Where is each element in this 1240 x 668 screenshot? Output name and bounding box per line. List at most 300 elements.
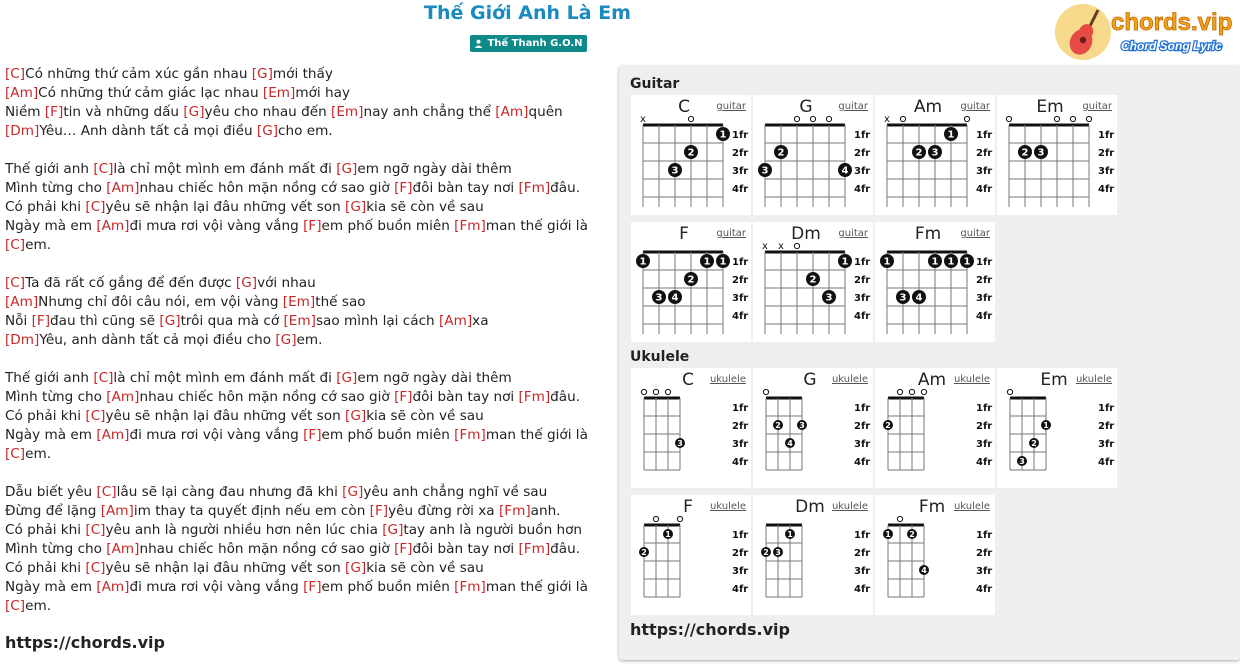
chord-marker[interactable]: [Am] — [106, 541, 140, 557]
guitar-link[interactable]: guitar — [960, 101, 990, 112]
chord-name: G — [803, 370, 817, 390]
chord-marker[interactable]: [Fm] — [518, 541, 551, 557]
chord-marker[interactable]: [G] — [345, 199, 367, 215]
lyric-text: Có phải khi — [5, 560, 86, 576]
lyric-text: tay anh là người buồn hơn — [403, 522, 583, 538]
finger-number: 1 — [665, 529, 671, 539]
fret-label: 1fr — [732, 130, 749, 141]
ukulele-link[interactable]: ukulele — [709, 501, 746, 512]
finger-number: 1 — [931, 256, 939, 268]
chord-name: Dm — [795, 497, 825, 517]
fret-label: 3fr — [732, 293, 749, 304]
lyric-line — [5, 255, 605, 274]
fret-label: 1fr — [1098, 130, 1115, 141]
lyric-line — [5, 122, 605, 141]
lyric-text: Niềm — [5, 104, 45, 120]
fret-label: 4fr — [976, 457, 993, 468]
open-string-marker — [897, 516, 902, 521]
guitar-section-label: Guitar — [630, 76, 680, 92]
open-string-marker — [921, 389, 926, 394]
chord-marker[interactable]: [C] — [85, 199, 106, 215]
open-string-marker — [897, 389, 902, 394]
chord-marker[interactable]: [C] — [5, 446, 26, 462]
chord-diagram — [753, 495, 873, 615]
finger-number: 1 — [963, 256, 971, 268]
lyric-text: thế sao — [315, 294, 366, 310]
lyric-text: nhau chiếc hôn mặn nồng cớ sao giờ — [139, 541, 395, 557]
muted-string-marker: x — [778, 241, 784, 252]
chord-marker[interactable]: [Am] — [439, 313, 473, 329]
chord-name: F — [683, 497, 693, 517]
fret-label: 4fr — [732, 311, 749, 322]
ukulele-chord-card[interactable] — [997, 368, 1117, 488]
finger-number: 2 — [1021, 147, 1029, 159]
lyric-line — [5, 483, 605, 502]
finger-number: 4 — [921, 565, 927, 575]
lyric-text: đi mưa rơi vội vàng vắng — [129, 427, 304, 443]
ukulele-link[interactable]: ukulele — [953, 374, 990, 385]
finger-number: 3 — [761, 165, 769, 177]
lyric-text: Mình từng cho — [5, 541, 107, 557]
lyric-text: Dẫu biết yêu — [5, 484, 97, 500]
lyric-text: Có phải khi — [5, 199, 86, 215]
lyric-text: Có những thứ cảm xúc gần nhau — [25, 66, 252, 82]
lyric-text: là chỉ một mình em đánh mất đi — [113, 161, 337, 177]
user-icon — [474, 39, 483, 48]
chord-marker[interactable]: [Em] — [283, 313, 316, 329]
open-string-marker — [1070, 116, 1075, 121]
lyric-line — [5, 521, 605, 540]
lyric-text: đôi bàn tay nơi — [412, 541, 519, 557]
ukulele-chord-card[interactable] — [753, 368, 873, 488]
guitar-link[interactable]: guitar — [838, 101, 868, 112]
finger-number: 3 — [799, 420, 805, 430]
open-string-marker — [653, 516, 658, 521]
muted-string-marker: x — [762, 241, 768, 252]
lyric-line — [5, 445, 605, 464]
ukulele-link[interactable]: ukulele — [709, 374, 746, 385]
fret-label: 3fr — [732, 439, 749, 450]
finger-number: 2 — [885, 420, 891, 430]
chord-diagram — [753, 222, 873, 342]
chord-marker[interactable]: [Fm] — [518, 180, 551, 196]
chord-marker[interactable]: [G] — [345, 408, 367, 424]
song-title: Thế Giới Anh Là Em — [424, 2, 631, 24]
lyric-text: Nỗi — [5, 313, 32, 329]
fret-label: 1fr — [732, 257, 749, 268]
logo-tagline: Chord Song Lyric — [1121, 39, 1222, 53]
fret-label: 3fr — [854, 166, 871, 177]
chord-diagram — [997, 95, 1117, 215]
finger-number: 4 — [671, 292, 679, 304]
chord-name: Am — [917, 370, 947, 390]
chord-name: F — [679, 224, 689, 244]
lyric-line — [5, 274, 605, 293]
lyric-text: Ngày mà em — [5, 427, 97, 443]
lyric-line — [5, 426, 605, 445]
open-string-marker — [909, 389, 914, 394]
chord-marker[interactable]: [C] — [96, 484, 117, 500]
lyric-text: kia sẽ còn về sau — [366, 560, 484, 576]
open-string-marker — [794, 116, 799, 121]
chord-marker[interactable]: [Am] — [96, 218, 130, 234]
chord-name: Fm — [914, 224, 942, 244]
fret-label: 3fr — [854, 293, 871, 304]
chord-marker[interactable]: [Am] — [5, 85, 39, 101]
lyric-text: Thế giới anh — [5, 161, 94, 177]
lyric-text: đôi bàn tay nơi — [412, 389, 519, 405]
chord-marker[interactable]: [F] — [303, 579, 322, 595]
open-string-marker — [826, 116, 831, 121]
finger-number: 2 — [775, 420, 781, 430]
footer-url[interactable]: https://chords.vip — [5, 633, 165, 652]
lyric-text: em. — [296, 332, 323, 348]
lyric-text: yêu anh là người nhiều hơn nên lúc chia — [105, 522, 383, 538]
chord-name: Em — [1040, 370, 1068, 390]
chord-marker[interactable]: [C] — [5, 66, 26, 82]
chord-marker[interactable]: [C] — [85, 560, 106, 576]
open-string-marker — [763, 389, 768, 394]
lyric-text: tin và những dấu — [63, 104, 184, 120]
fret-label: 1fr — [732, 403, 749, 414]
fret-label: 2fr — [976, 548, 993, 559]
chord-marker[interactable]: [Am] — [495, 104, 529, 120]
chord-marker[interactable]: [F] — [394, 389, 413, 405]
chord-marker[interactable]: [F] — [31, 313, 51, 329]
chord-marker[interactable]: [G] — [345, 560, 367, 576]
chord-marker[interactable]: [C] — [5, 237, 26, 253]
finger-number: 3 — [931, 147, 939, 159]
chord-marker[interactable]: [G] — [251, 66, 273, 82]
chord-marker[interactable]: [F] — [44, 104, 64, 120]
chord-diagram — [631, 368, 751, 488]
fret-label: 2fr — [732, 148, 749, 159]
lyric-text: xa — [472, 313, 489, 329]
finger-number: 1 — [719, 256, 727, 268]
finger-number: 1 — [719, 129, 727, 141]
chord-marker[interactable]: [Em] — [331, 104, 364, 120]
lyric-text: Thế giới anh — [5, 370, 94, 386]
lyric-text: Yêu… Anh dành tất cả mọi điều — [39, 123, 257, 139]
lyric-line — [5, 160, 605, 179]
chord-diagram — [753, 95, 873, 215]
chord-diagram — [875, 368, 995, 488]
finger-number: 2 — [641, 547, 647, 557]
guitar-link[interactable]: guitar — [838, 228, 868, 239]
guitar-chord-card[interactable] — [875, 95, 995, 215]
chord-marker[interactable]: [G] — [336, 370, 358, 386]
guitar-chord-card[interactable] — [997, 95, 1117, 215]
finger-number: 1 — [885, 529, 891, 539]
fret-label: 2fr — [732, 421, 749, 432]
fret-label: 1fr — [854, 130, 871, 141]
lyric-line — [5, 217, 605, 236]
lyric-text: yêu sẽ nhận lại đâu những vết son — [105, 199, 346, 215]
lyric-text: Ngày mà em — [5, 218, 97, 234]
finger-number: 2 — [909, 529, 915, 539]
fret-label: 4fr — [976, 184, 993, 195]
fret-label: 1fr — [854, 403, 871, 414]
lyric-line — [5, 407, 605, 426]
guitar-link[interactable]: guitar — [716, 101, 746, 112]
chord-name: Dm — [791, 224, 821, 244]
panel-url[interactable]: https://chords.vip — [630, 620, 790, 639]
chord-marker[interactable]: [Am] — [96, 579, 130, 595]
chord-marker[interactable]: [Fm] — [518, 389, 551, 405]
finger-number: 4 — [841, 165, 849, 177]
lyric-text: với nhau — [257, 275, 316, 291]
ukulele-chord-card[interactable] — [875, 495, 995, 615]
guitar-chord-card[interactable] — [631, 222, 751, 342]
fret-label: 4fr — [976, 584, 993, 595]
chord-marker[interactable]: [C] — [85, 522, 106, 538]
open-string-marker — [665, 389, 670, 394]
chord-marker[interactable]: [G] — [235, 275, 258, 291]
fret-label: 3fr — [854, 566, 871, 577]
guitar-link[interactable]: guitar — [960, 228, 990, 239]
guitar-chord-card[interactable] — [631, 95, 751, 215]
chord-marker[interactable]: [Fm] — [454, 579, 486, 595]
finger-number: 2 — [777, 147, 785, 159]
open-string-marker — [688, 116, 693, 121]
lyric-text: man thế giới là — [485, 218, 588, 234]
finger-number: 3 — [775, 547, 781, 557]
fret-label: 4fr — [732, 184, 749, 195]
muted-string-marker: x — [884, 114, 890, 125]
fret-label: 1fr — [976, 130, 993, 141]
lyric-text: Nhưng chỉ đôi câu nói, em vội vàng — [38, 294, 283, 310]
finger-number: 1 — [703, 256, 711, 268]
chord-marker[interactable]: [F] — [369, 503, 389, 519]
lyric-text: anh. — [530, 503, 561, 519]
chord-marker[interactable]: [F] — [303, 427, 322, 443]
ukulele-link[interactable]: ukulele — [831, 501, 868, 512]
fret-label: 4fr — [854, 584, 871, 595]
chord-name: G — [799, 97, 813, 117]
fret-label: 1fr — [976, 403, 993, 414]
chord-marker[interactable]: [G] — [256, 123, 279, 139]
fret-label: 3fr — [976, 439, 993, 450]
chord-marker[interactable]: [Am] — [96, 427, 130, 443]
chord-marker[interactable]: [Fm] — [454, 427, 486, 443]
chord-marker[interactable]: [Dm] — [5, 123, 40, 139]
lyric-text: nhau chiếc hôn mặn nồng cớ sao giờ — [139, 389, 395, 405]
finger-number: 1 — [787, 529, 793, 539]
lyric-text: Có phải khi — [5, 408, 86, 424]
chord-name: Fm — [918, 497, 946, 517]
lyric-text: Mình từng cho — [5, 180, 107, 196]
lyric-text: man thế giới là — [485, 579, 588, 595]
lyric-text: mới hay — [295, 85, 350, 101]
lyric-text: im thay ta quyết định nếu em còn — [133, 503, 370, 519]
chord-marker[interactable]: [Fm] — [498, 503, 531, 519]
fret-label: 1fr — [854, 530, 871, 541]
chord-panel — [619, 66, 1240, 660]
open-string-marker — [1054, 116, 1059, 121]
lyric-text: yêu cho nhau đến — [204, 104, 332, 120]
ukulele-link[interactable]: ukulele — [953, 501, 990, 512]
chord-marker[interactable]: [F] — [394, 180, 413, 196]
open-string-marker — [641, 389, 646, 394]
finger-number: 4 — [915, 292, 923, 304]
lyric-text: Ngày mà em — [5, 579, 97, 595]
chord-name: Am — [913, 97, 943, 117]
lyric-text: đi mưa rơi vội vàng vắng — [129, 579, 304, 595]
lyric-text: Yêu, anh dành tất cả mọi điều cho — [39, 332, 276, 348]
chord-marker[interactable]: [Fm] — [454, 218, 486, 234]
open-string-marker — [677, 516, 682, 521]
finger-number: 3 — [671, 165, 679, 177]
chord-marker[interactable]: [G] — [336, 161, 358, 177]
finger-number: 1 — [947, 129, 955, 141]
lyric-text: là chỉ một mình em đánh mất đi — [113, 370, 337, 386]
ukulele-link[interactable]: ukulele — [831, 374, 868, 385]
finger-number: 1 — [883, 256, 891, 268]
chord-marker[interactable]: [G] — [342, 484, 364, 500]
fret-label: 3fr — [732, 166, 749, 177]
chord-marker[interactable]: [Dm] — [5, 332, 40, 348]
chord-diagram — [997, 368, 1117, 488]
lyric-line — [5, 559, 605, 578]
chord-marker[interactable]: [G] — [382, 522, 404, 538]
lyric-line — [5, 464, 605, 483]
fret-label: 2fr — [732, 548, 749, 559]
lyric-line — [5, 103, 605, 122]
chord-marker[interactable]: [G] — [275, 332, 297, 348]
open-string-marker — [1086, 116, 1091, 121]
chord-marker[interactable]: [G] — [159, 313, 181, 329]
fret-label: 2fr — [1098, 421, 1115, 432]
lyric-text: em ngỡ ngày dài thêm — [357, 370, 512, 386]
lyric-text: yêu sẽ nhận lại đâu những vết son — [105, 560, 346, 576]
guitar-chord-card[interactable] — [753, 95, 873, 215]
chord-marker[interactable]: [C] — [5, 598, 26, 614]
chord-diagram — [753, 368, 873, 488]
lyric-line — [5, 312, 605, 331]
open-string-marker — [810, 116, 815, 121]
chord-marker[interactable]: [Am] — [5, 294, 39, 310]
lyric-line — [5, 179, 605, 198]
chord-diagram — [631, 95, 751, 215]
fret-label: 3fr — [1098, 439, 1115, 450]
chord-marker[interactable]: [Am] — [106, 389, 140, 405]
fret-label: 4fr — [854, 457, 871, 468]
ukulele-chord-card[interactable] — [753, 495, 873, 615]
fret-label: 2fr — [854, 275, 871, 286]
lyric-text: em phố buồn miên — [321, 218, 455, 234]
lyric-text: kia sẽ còn về sau — [366, 408, 484, 424]
chord-marker[interactable]: [C] — [93, 370, 114, 386]
fret-label: 3fr — [854, 439, 871, 450]
lyric-text: em phố buồn miên — [321, 579, 455, 595]
finger-number: 2 — [763, 547, 769, 557]
chord-marker[interactable]: [C] — [85, 408, 106, 424]
ukulele-chord-card[interactable] — [875, 368, 995, 488]
guitar-chord-card[interactable] — [753, 222, 873, 342]
artist-badge[interactable] — [470, 35, 587, 52]
lyric-text: Mình từng cho — [5, 389, 107, 405]
guitar-link[interactable]: guitar — [716, 228, 746, 239]
lyric-text: nhau chiếc hôn mặn nồng cớ sao giờ — [139, 180, 395, 196]
lyric-text: quên — [528, 104, 563, 120]
lyric-text: yêu anh chẳng nghĩ về sau — [363, 484, 548, 500]
lyric-text: kia sẽ còn về sau — [366, 199, 484, 215]
fret-label: 4fr — [854, 311, 871, 322]
fret-label: 4fr — [1098, 457, 1115, 468]
chord-diagram — [631, 222, 751, 342]
open-string-marker — [1007, 389, 1012, 394]
open-string-marker — [653, 389, 658, 394]
chord-marker[interactable]: [F] — [394, 541, 413, 557]
lyric-text: nay anh chẳng thể — [363, 104, 496, 120]
ukulele-chord-card[interactable] — [631, 368, 751, 488]
chord-diagram — [875, 95, 995, 215]
lyric-text: Đừng để lặng — [5, 503, 101, 519]
lyric-line — [5, 502, 605, 521]
finger-number: 3 — [899, 292, 907, 304]
chord-diagram — [631, 495, 751, 615]
finger-number: 3 — [677, 438, 683, 448]
fret-label: 3fr — [976, 293, 993, 304]
chord-marker[interactable]: [Am] — [106, 180, 140, 196]
guitar-chord-card[interactable] — [875, 222, 995, 342]
chord-marker[interactable]: [F] — [303, 218, 322, 234]
lyric-text: em phố buồn miên — [321, 427, 455, 443]
fret-label: 1fr — [854, 257, 871, 268]
fret-label: 1fr — [976, 257, 993, 268]
lyric-text: sao mình lại cách — [315, 313, 439, 329]
lyric-line — [5, 369, 605, 388]
chord-marker[interactable]: [C] — [5, 275, 26, 291]
finger-number: 4 — [787, 438, 793, 448]
fret-label: 2fr — [976, 275, 993, 286]
lyric-text: em. — [25, 237, 52, 253]
finger-number: 1 — [1043, 420, 1049, 430]
ukulele-link[interactable]: ukulele — [1075, 374, 1112, 385]
lyric-line — [5, 198, 605, 217]
lyric-text: lâu sẽ lại càng đau nhưng đã khi — [116, 484, 343, 500]
lyric-text: trôi qua mà cớ — [180, 313, 284, 329]
open-string-marker — [794, 243, 799, 248]
fret-label: 1fr — [1098, 403, 1115, 414]
chord-marker[interactable]: [Em] — [282, 294, 316, 310]
lyric-text: đôi bàn tay nơi — [412, 180, 519, 196]
ukulele-chord-card[interactable] — [631, 495, 751, 615]
lyrics-body — [5, 65, 605, 616]
chord-marker[interactable]: [G] — [183, 104, 205, 120]
chord-marker[interactable]: [Em] — [262, 85, 296, 101]
lyric-text: em ngỡ ngày dài thêm — [357, 161, 512, 177]
open-string-marker — [964, 116, 969, 121]
finger-number: 2 — [915, 147, 923, 159]
fret-label: 4fr — [854, 184, 871, 195]
artist-name: Thế Thanh G.O.N — [487, 38, 583, 49]
open-string-marker — [900, 116, 905, 121]
fret-label: 2fr — [854, 421, 871, 432]
site-logo[interactable] — [1053, 2, 1240, 62]
lyric-line — [5, 597, 605, 616]
lyric-text: man thế giới là — [485, 427, 588, 443]
chord-marker[interactable]: [Am] — [100, 503, 134, 519]
fret-label: 2fr — [732, 275, 749, 286]
finger-number: 1 — [947, 256, 955, 268]
finger-number: 2 — [687, 147, 695, 159]
lyric-text: Có những thứ cảm giác lạc nhau — [38, 85, 263, 101]
lyric-text: mới thấy — [272, 66, 333, 82]
chord-marker[interactable]: [C] — [93, 161, 114, 177]
fret-label: 4fr — [976, 311, 993, 322]
guitar-link[interactable]: guitar — [1082, 101, 1112, 112]
